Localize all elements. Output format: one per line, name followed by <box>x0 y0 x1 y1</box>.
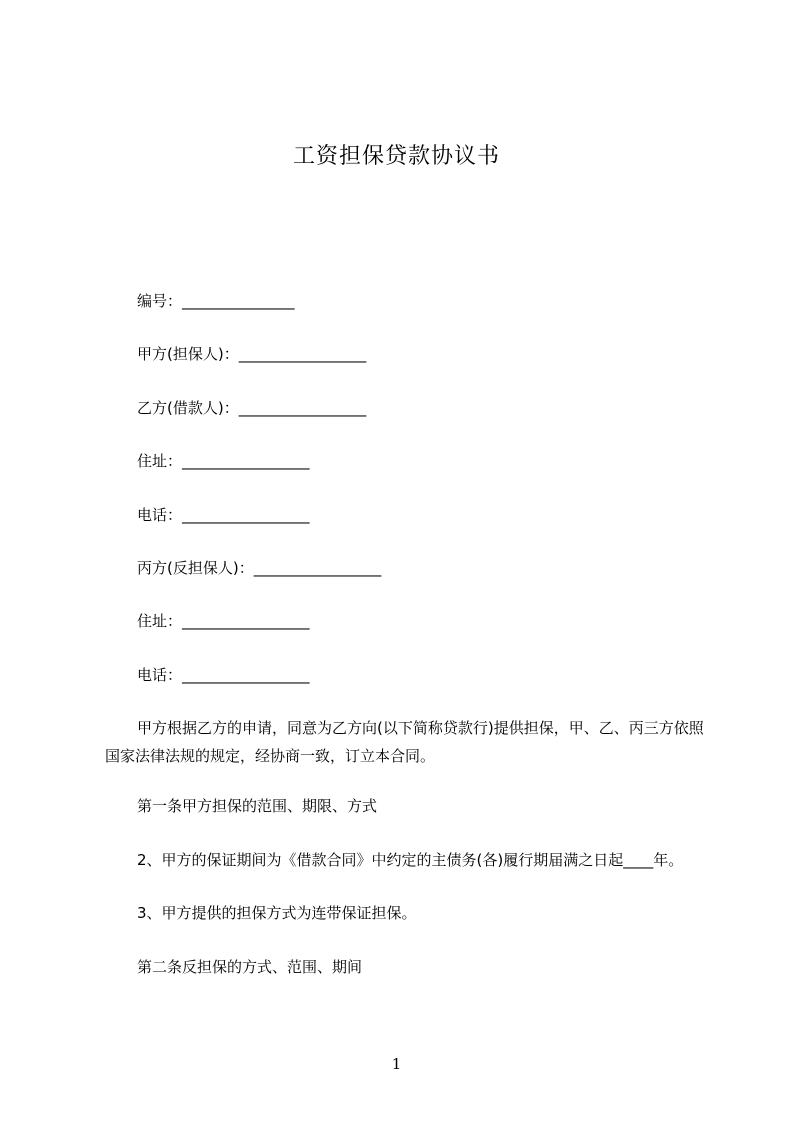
party-b-address-field: 住址：_________________ <box>137 452 310 470</box>
page-title: 工资担保贷款协议书 <box>292 144 500 169</box>
contract-number-field: 编号：_______________ <box>137 292 295 310</box>
party-b-field: 乙方(借款人)：_________________ <box>137 399 367 417</box>
article-1-item-3: 3、甲方提供的担保方式为连带保证担保。 <box>137 904 417 922</box>
party-c-address-field: 住址：_________________ <box>137 612 310 630</box>
party-a-field: 甲方(担保人)：_________________ <box>137 345 367 363</box>
intro-paragraph: 甲方根据乙方的申请，同意为乙方向(以下简称贷款行)提供担保，甲、乙、丙三方依照国家法律法规的规定，经协商一致，订立本合同。 <box>105 719 704 765</box>
page-number: 1 <box>391 1055 402 1073</box>
party-c-phone-field: 电话：_________________ <box>137 666 310 684</box>
party-b-phone-field: 电话：_________________ <box>137 506 310 524</box>
article-1-heading: 第一条甲方担保的范围、期限、方式 <box>137 797 378 815</box>
article-1-item-2: 2、甲方的保证期间为《借款合同》中约定的主债务(各)履行期届满之日起____年。 <box>137 851 684 869</box>
party-c-field: 丙方(反担保人)：_________________ <box>137 559 382 577</box>
article-2-heading: 第二条反担保的方式、范围、期间 <box>137 958 363 976</box>
